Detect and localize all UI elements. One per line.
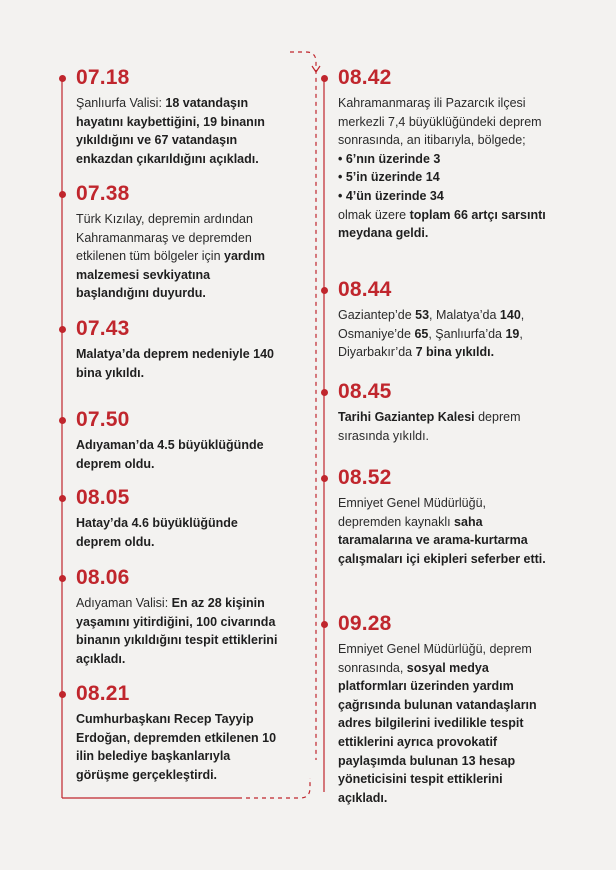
entry-text (338, 494, 548, 568)
entry-bullets (338, 150, 548, 206)
entry-text-span: Emniyet Genel Müdürlüğü, depremden kaynaklı (338, 496, 486, 529)
entry-time: 07.50 (76, 408, 130, 431)
entry-text-bold: Adıyaman’da 4.5 büyüklüğünde deprem oldu. (76, 438, 264, 471)
entry-text-bold: sosyal medya platformları üzerinden yardım çağrısında bulunan vatandaşların adres bilgilerini ivedilikle tespit ettiklerini ayrıca provokatif paylaşımda bulunan 13 hesap yöneticisini tespit ettiklerini açıkladı. (338, 660, 537, 805)
entry-text-span: Kahramanmaraş ili Pazarcık ilçesi merkezli 7,4 büyüklüğündeki deprem sonrasında, an itibarıyla, bölgede; (338, 96, 542, 148)
entry-text-bold: 140 (499, 308, 521, 322)
timeline-dot (59, 691, 66, 698)
timeline-entry (338, 66, 548, 243)
entry-time: 09.28 (338, 612, 392, 635)
timeline-dot (59, 75, 66, 82)
entry-text-bold: 65 (414, 326, 429, 341)
entry-text (76, 514, 281, 551)
entry-text-span: , Malatya’da (429, 308, 500, 322)
entry-text (338, 640, 548, 807)
entry-text-bold: 19 (505, 326, 520, 341)
entry-text-span: Adıyaman Valisi: (76, 596, 172, 610)
entry-text-bold: En az 28 kişinin yaşamını yitirdiğini, 100 civarında binanın yıkıldığını tespit ettiklerini açıkladı. (76, 596, 278, 666)
entry-time: 08.44 (338, 278, 392, 301)
entry-time: 08.06 (76, 566, 130, 589)
entry-text (76, 210, 281, 303)
timeline-dot (59, 417, 66, 424)
entry-text-bold: saha taramalarına ve arama-kurtarma çalışmaları içi ekipleri seferber etti. (338, 514, 546, 566)
timeline-entry (338, 466, 548, 568)
entry-time: 08.52 (338, 466, 392, 489)
entry-text (76, 94, 281, 168)
timeline-entry (76, 408, 281, 473)
timeline-entry (76, 486, 281, 551)
timeline-entry (338, 380, 548, 445)
entry-text-span: deprem sırasında yıkıldı. (338, 410, 521, 443)
timeline-dot (321, 475, 328, 482)
timeline-entry (76, 682, 281, 784)
entry-time: 08.05 (76, 486, 130, 509)
entry-text (338, 94, 548, 150)
entry-text-bold: Hatay’da 4.6 büyüklüğünde deprem oldu. (76, 516, 238, 549)
entry-text-span: , Diyarbakır’da (338, 326, 523, 360)
entry-text-bold: 18 vatandaşın hayatını kaybettiğini, 19 binanın yıkıldığını ve 67 vatandaşın enkazdan çıkarıldığını açıkladı. (76, 96, 265, 166)
entry-text (76, 345, 281, 382)
entry-text (76, 594, 281, 668)
timeline-dot (321, 621, 328, 628)
top-connector-dashed (290, 52, 316, 760)
timeline-entry (338, 278, 548, 362)
entry-text-bold: yardım malzemesi sevkiyatına başlandığını duyurdu. (76, 249, 265, 301)
entry-text-bold: 7 bina yıkıldı. (415, 345, 495, 360)
entry-text-span: , Osmaniye’de (338, 308, 525, 341)
bullet-item: • 4’ün üzerinde 34 (338, 187, 548, 206)
entry-text-bold: Cumhurbaşkanı Recep Tayyip Erdoğan, depremden etkilenen 10 ilin belediye başkanlarıyla görüşme gerçekleştirdi. (76, 712, 277, 782)
bullet-item: • 6’nın üzerinde 3 (338, 150, 548, 169)
timeline-entry (76, 66, 281, 168)
entry-text (76, 710, 281, 784)
entry-text-span: Gaziantep’de (338, 308, 416, 322)
entry-time: 07.38 (76, 182, 130, 205)
entry-text-bold: Malatya’da deprem nedeniyle 140 bina yıkıldı. (76, 347, 275, 380)
entry-text-bold: 53 (415, 308, 430, 322)
entry-text (338, 306, 548, 362)
timeline-dot (321, 75, 328, 82)
top-arrow (312, 66, 320, 72)
entry-time: 08.45 (338, 380, 392, 403)
entry-text-span: Türk Kızılay, depremin ardından Kahramanmaraş ve depremden etkilenen tüm bölgeler için (76, 212, 253, 264)
timeline-entry (76, 182, 281, 303)
entry-text-span: , Şanlıurfa’da (428, 326, 506, 341)
entry-text (338, 408, 548, 445)
timeline-entry (76, 317, 281, 382)
entry-text-span: Emniyet Genel Müdürlüğü, deprem sonrasında, (338, 642, 532, 675)
timeline-entry (338, 612, 548, 807)
entry-text-bold: toplam 66 artçı sarsıntı meydana geldi. (338, 207, 546, 241)
entry-time: 07.18 (76, 66, 130, 89)
entry-time: 08.42 (338, 66, 392, 89)
entry-text-after (338, 206, 548, 243)
timeline-dot (59, 495, 66, 502)
entry-text-span: olmak üzere (338, 207, 410, 222)
timeline-entry (76, 566, 281, 668)
entry-text-bold: Tarihi Gaziantep Kalesi (338, 410, 475, 424)
timeline-dot (59, 191, 66, 198)
entry-time: 07.43 (76, 317, 130, 340)
entry-time: 08.21 (76, 682, 130, 705)
timeline-dot (321, 389, 328, 396)
timeline-dot (59, 575, 66, 582)
timeline-dot (59, 326, 66, 333)
entry-text (76, 436, 281, 473)
bullet-item: • 5’in üzerinde 14 (338, 168, 548, 187)
timeline-dot (321, 287, 328, 294)
entry-text-span: Şanlıurfa Valisi: (76, 96, 166, 110)
